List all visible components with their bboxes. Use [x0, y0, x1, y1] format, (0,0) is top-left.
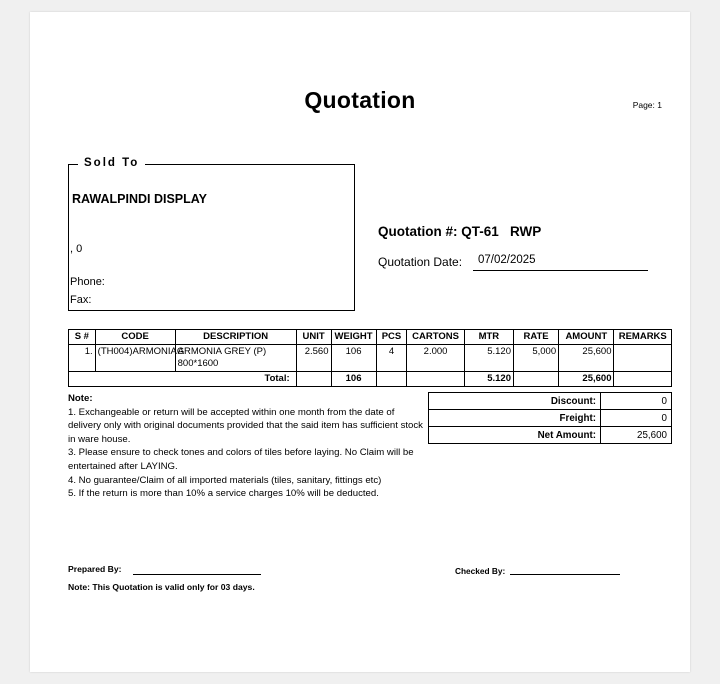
page-number: Page: 1	[632, 100, 662, 110]
quotation-date-value: 07/02/2025	[478, 254, 536, 266]
items-header-row	[69, 330, 672, 345]
items-table	[68, 329, 672, 387]
col-weight: WEIGHT	[331, 330, 376, 345]
total-weight: 106	[331, 371, 376, 386]
note-line-5: 5. If the return is more than 10% a service charges 10% will be deducted.	[68, 488, 379, 500]
total-pcs	[376, 371, 407, 386]
quotation-number: Quotation #: QT-61 RWP	[378, 224, 542, 239]
cell-description: ARMONIA GREY (P) 800*1600	[175, 344, 296, 371]
cell-sno: 1.	[69, 344, 96, 371]
summary-row-discount	[429, 393, 672, 410]
total-amount: 25,600	[559, 371, 614, 386]
page-title: Quotation	[304, 87, 416, 113]
notes-block	[68, 392, 428, 501]
discount-label: Discount:	[429, 393, 601, 410]
items-total-row	[69, 371, 672, 386]
note-line-2: delivery only with original documents provided that the said item has sufficient stock in ware house.	[68, 420, 423, 445]
col-rate: RATE	[514, 330, 559, 345]
col-remarks: REMARKS	[614, 330, 672, 345]
checked-by-label: Checked By:	[455, 566, 506, 576]
prepared-by-rule	[133, 574, 261, 575]
net-amount-value: 25,600	[601, 427, 672, 444]
total-unit	[296, 371, 331, 386]
col-cartons: CARTONS	[407, 330, 464, 345]
col-amount: AMOUNT	[559, 330, 614, 345]
summary-row-net-amount	[429, 427, 672, 444]
note-line-4: 4. No guarantee/Claim of all imported materials (tiles, sanitary, fittings etc)	[68, 474, 382, 486]
net-amount-label: Net Amount:	[429, 427, 601, 444]
cell-rate: 5,000	[514, 344, 559, 371]
quotation-date-label: Quotation Date:	[378, 255, 463, 269]
total-mtr: 5.120	[464, 371, 513, 386]
summary-table	[428, 392, 672, 444]
quotation-date-rule	[473, 270, 648, 271]
cell-code: (TH004)ARMONIAG	[95, 344, 175, 371]
col-description: DESCRIPTION	[175, 330, 296, 345]
table-row	[69, 344, 672, 371]
col-unit: UNIT	[296, 330, 331, 345]
customer-phone-label: Phone:	[70, 276, 105, 288]
customer-name: RAWALPINDI DISPLAY	[72, 192, 207, 206]
freight-value: 0	[601, 410, 672, 427]
cell-weight: 106	[331, 344, 376, 371]
total-label: Total:	[69, 371, 297, 386]
total-cartons	[407, 371, 464, 386]
col-code: CODE	[95, 330, 175, 345]
notes-title: Note:	[68, 393, 93, 404]
cell-pcs: 4	[376, 344, 407, 371]
note-line-3: 3. Please ensure to check tones and colors of tiles before laying. No Claim will be entertained after LAYING.	[68, 447, 414, 473]
prepared-by-label: Prepared By:	[68, 564, 122, 574]
discount-value: 0	[601, 393, 672, 410]
sold-to-box	[68, 164, 355, 311]
cell-amount: 25,600	[559, 344, 614, 371]
total-remarks	[614, 371, 672, 386]
cell-remarks	[614, 344, 672, 371]
note-line-1: 1. Exchangeable or return will be accepted within one month from the date of	[68, 406, 395, 418]
checked-by-rule	[510, 574, 620, 575]
summary-row-freight	[429, 410, 672, 427]
col-mtr: MTR	[464, 330, 513, 345]
col-sno: S #	[69, 330, 96, 345]
document-sheet	[30, 12, 690, 672]
sold-to-legend: Sold To	[78, 157, 145, 169]
col-pcs: PCS	[376, 330, 407, 345]
customer-address: , 0	[70, 243, 83, 255]
customer-fax-label: Fax:	[70, 294, 92, 306]
cell-mtr: 5.120	[464, 344, 513, 371]
total-rate	[514, 371, 559, 386]
validity-note: Note: This Quotation is valid only for 03 days.	[68, 582, 255, 592]
cell-cartons: 2.000	[407, 344, 464, 371]
cell-unit: 2.560	[296, 344, 331, 371]
freight-label: Freight:	[429, 410, 601, 427]
